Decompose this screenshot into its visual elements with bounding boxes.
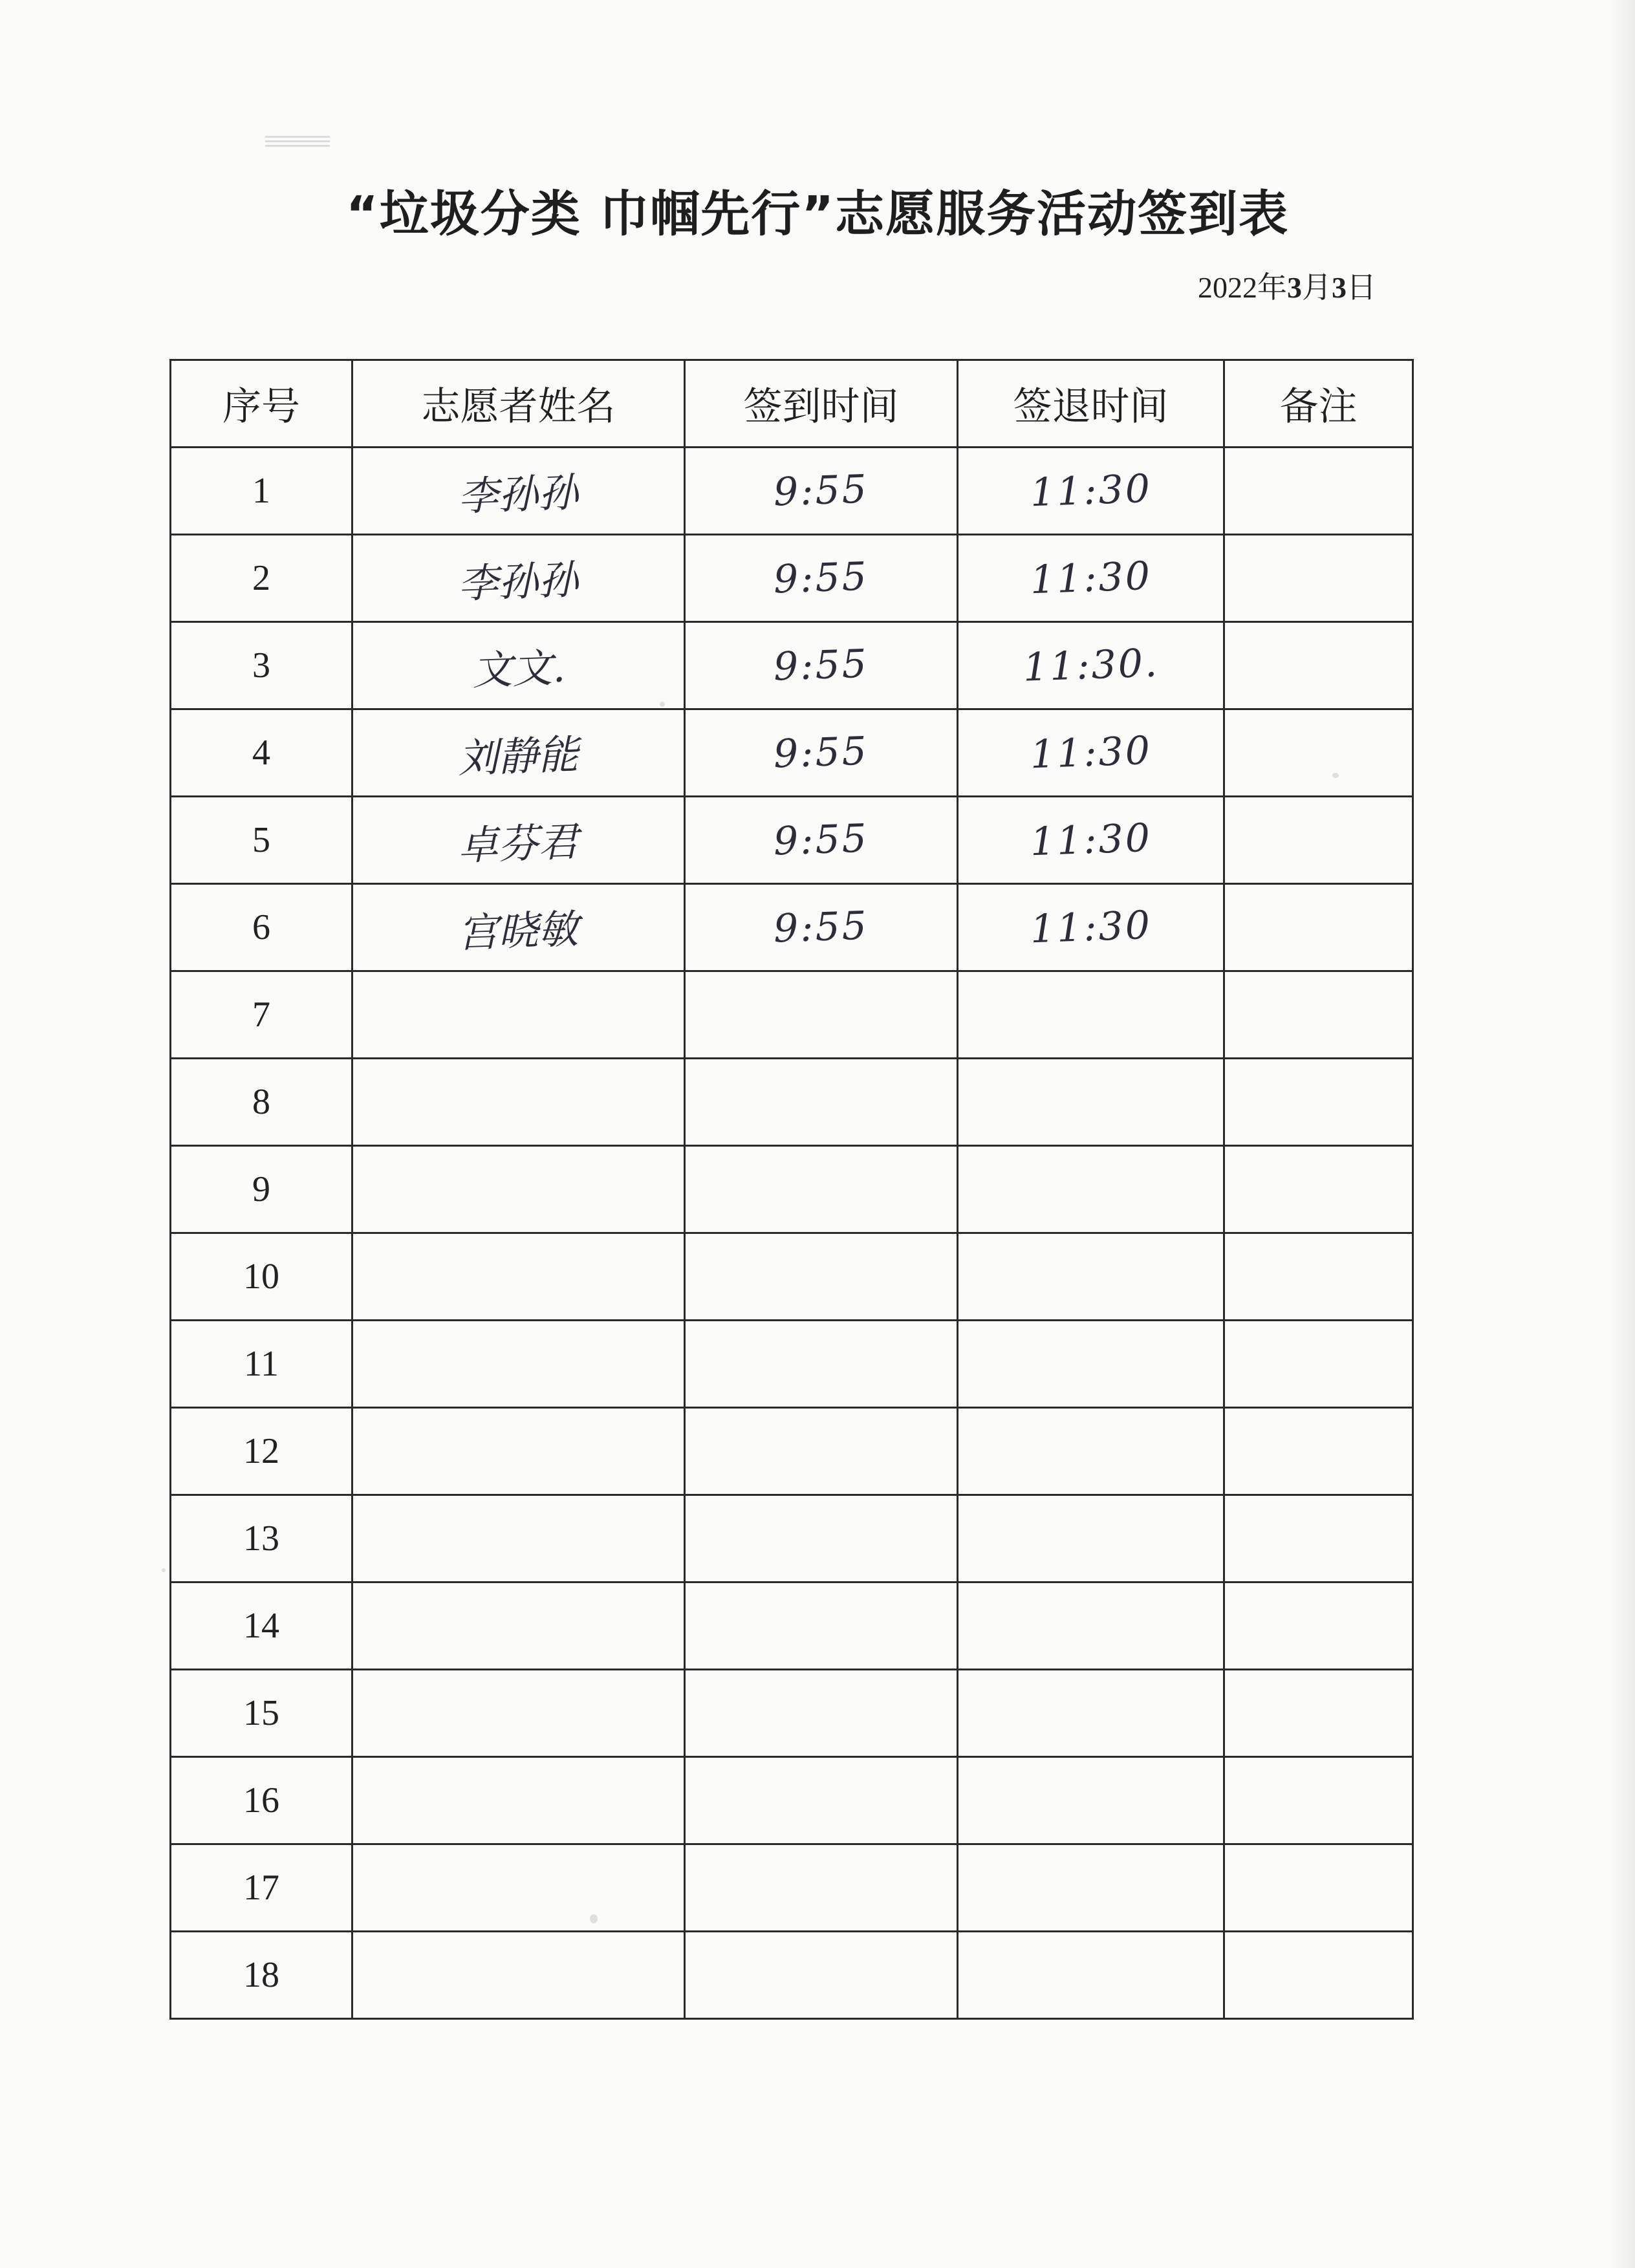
checkin-time-value-cell [685, 971, 958, 1059]
row-serial-number: 5 [252, 820, 270, 860]
checkin-time-value-cell [685, 1844, 958, 1932]
remarks-value-cell [1224, 971, 1413, 1059]
remarks-value-cell [1224, 448, 1413, 535]
checkin-time-value-cell [685, 709, 958, 797]
remarks-value-cell [1224, 884, 1413, 971]
table-row [171, 1495, 1413, 1582]
checkout-time-value-cell [958, 709, 1224, 797]
table-row [171, 1932, 1413, 2019]
scan-speck [1332, 773, 1339, 778]
remarks-value-cell [1224, 1582, 1413, 1670]
row-serial-number-cell [171, 1321, 352, 1408]
checkin-time-value: 9:55 [772, 903, 870, 952]
checkin-time-value-cell [685, 1321, 958, 1408]
checkin-time-value-cell [685, 448, 958, 535]
checkout-time-value-cell [958, 971, 1224, 1059]
row-serial-number-cell [171, 709, 352, 797]
scan-speck [162, 1568, 166, 1572]
row-serial-number: 10 [243, 1257, 279, 1297]
checkin-time-value-cell [685, 622, 958, 709]
table-row [171, 1757, 1413, 1844]
row-serial-number: 6 [252, 907, 270, 947]
row-serial-number-cell [171, 1757, 352, 1844]
table-row [171, 1670, 1413, 1757]
table-row [171, 1844, 1413, 1932]
volunteer-name-signature: 李孙孙 [457, 468, 579, 520]
table-row [171, 971, 1413, 1059]
volunteer-name-signature-cell [352, 797, 685, 884]
checkin-time-value-cell [685, 1582, 958, 1670]
checkin-time-value-cell [685, 1757, 958, 1844]
volunteer-name-signature-cell [352, 1146, 685, 1233]
row-serial-number-cell [171, 1582, 352, 1670]
row-serial-number-cell [171, 1670, 352, 1757]
checkout-time-value-cell [958, 797, 1224, 884]
table-row [171, 709, 1413, 797]
header-serial: 序号 [171, 360, 352, 448]
checkout-time-value-cell [958, 1757, 1224, 1844]
volunteer-name-signature-cell [352, 1233, 685, 1321]
checkout-time-value: 11:30 [1029, 553, 1153, 603]
volunteer-name-signature-cell [352, 1670, 685, 1757]
volunteer-name-signature: 刘静能 [457, 730, 579, 782]
table-row [171, 884, 1413, 971]
checkout-time-value-cell [958, 622, 1224, 709]
remarks-value-cell [1224, 622, 1413, 709]
checkin-time-value-cell [685, 1932, 958, 2019]
table-row [171, 448, 1413, 535]
checkin-time-value-cell [685, 1670, 958, 1757]
date-month-number: 3 [1287, 271, 1302, 304]
volunteer-name-signature-cell [352, 1757, 685, 1844]
row-serial-number-cell [171, 622, 352, 709]
checkout-time-value-cell [958, 1932, 1224, 2019]
remarks-value-cell [1224, 1408, 1413, 1495]
row-serial-number-cell [171, 971, 352, 1059]
row-serial-number: 14 [243, 1606, 279, 1646]
volunteer-name-signature-cell [352, 535, 685, 622]
table-row [171, 1582, 1413, 1670]
row-serial-number: 16 [243, 1780, 279, 1820]
header-checkin-time: 签到时间 [685, 360, 958, 448]
checkout-time-value: 11:30 [1029, 466, 1153, 516]
header-volunteer-name: 志愿者姓名 [352, 360, 685, 448]
checkin-time-value: 9:55 [772, 641, 870, 690]
row-serial-number: 1 [252, 471, 270, 511]
table-row [171, 797, 1413, 884]
remarks-value-cell [1224, 797, 1413, 884]
table-body [171, 448, 1413, 2019]
row-serial-number: 17 [243, 1868, 279, 1908]
table-header-row [171, 360, 1413, 448]
checkout-time-value: 11:30 [1029, 815, 1153, 865]
table-row [171, 535, 1413, 622]
checkout-time-value-cell [958, 1321, 1224, 1408]
scan-edge [1609, 0, 1635, 2268]
checkin-time-value: 9:55 [772, 815, 870, 865]
remarks-value-cell [1224, 1321, 1413, 1408]
row-serial-number: 2 [252, 558, 270, 598]
checkin-time-value-cell [685, 1146, 958, 1233]
row-serial-number: 12 [243, 1431, 279, 1471]
checkout-time-value-cell [958, 448, 1224, 535]
remarks-value-cell [1224, 1670, 1413, 1757]
checkout-time-value-cell [958, 535, 1224, 622]
volunteer-name-signature-cell [352, 622, 685, 709]
scan-speck [590, 1914, 598, 1923]
volunteer-name-signature-cell [352, 1582, 685, 1670]
checkout-time-value: 11:30 [1029, 728, 1153, 778]
remarks-value-cell [1224, 1932, 1413, 2019]
checkin-time-value: 9:55 [772, 554, 870, 603]
row-serial-number-cell [171, 1932, 352, 2019]
checkout-time-value: 11:30 [1029, 902, 1153, 953]
checkout-time-value-cell [958, 1059, 1224, 1146]
checkout-time-value-cell [958, 1844, 1224, 1932]
volunteer-name-signature: 李孙孙 [457, 556, 579, 607]
volunteer-name-signature-cell [352, 1844, 685, 1932]
row-serial-number-cell [171, 1844, 352, 1932]
remarks-value-cell [1224, 1757, 1413, 1844]
checkout-time-value-cell [958, 1146, 1224, 1233]
volunteer-name-signature: 卓芬君 [457, 817, 579, 869]
checkin-time-value-cell [685, 535, 958, 622]
row-serial-number-cell [171, 1408, 352, 1495]
date-day-number: 3 [1332, 271, 1347, 304]
scan-mark [265, 136, 330, 149]
volunteer-name-signature-cell [352, 1321, 685, 1408]
page-title: “垃圾分类 巾帼先行”志愿服务活动签到表 [345, 185, 1290, 243]
volunteer-name-signature-cell [352, 709, 685, 797]
remarks-value-cell [1224, 1495, 1413, 1582]
remarks-value-cell [1224, 1233, 1413, 1321]
row-serial-number-cell [171, 448, 352, 535]
remarks-value-cell [1224, 1844, 1413, 1932]
remarks-value-cell [1224, 1059, 1413, 1146]
table-row [171, 1233, 1413, 1321]
signin-table [169, 359, 1414, 2020]
checkout-time-value-cell [958, 1408, 1224, 1495]
table-row [171, 622, 1413, 709]
date-year: 2022年 [1198, 271, 1287, 304]
volunteer-name-signature-cell [352, 1495, 685, 1582]
volunteer-name-signature-cell [352, 971, 685, 1059]
checkin-time-value-cell [685, 1495, 958, 1582]
checkin-time-value: 9:55 [772, 728, 870, 777]
row-serial-number: 3 [252, 645, 270, 686]
row-serial-number: 13 [243, 1518, 279, 1559]
checkin-time-value-cell [685, 1059, 958, 1146]
row-serial-number-cell [171, 797, 352, 884]
date-month-char: 月 [1302, 271, 1332, 304]
row-serial-number-cell [171, 535, 352, 622]
volunteer-name-signature-cell [352, 884, 685, 971]
row-serial-number: 7 [252, 995, 270, 1035]
remarks-value-cell [1224, 535, 1413, 622]
checkin-time-value-cell [685, 1408, 958, 1495]
header-remarks: 备注 [1224, 360, 1413, 448]
scan-speck [660, 702, 665, 707]
table-row [171, 1321, 1413, 1408]
volunteer-name-signature-cell [352, 1408, 685, 1495]
checkout-time-value-cell [958, 1582, 1224, 1670]
header-checkout-time: 签退时间 [958, 360, 1224, 448]
remarks-value-cell [1224, 709, 1413, 797]
table-row [171, 1408, 1413, 1495]
row-serial-number-cell [171, 1146, 352, 1233]
checkout-time-value: 11:30. [1022, 640, 1160, 691]
form-date [1198, 264, 1376, 307]
row-serial-number-cell [171, 1233, 352, 1321]
row-serial-number-cell [171, 1495, 352, 1582]
checkin-time-value: 9:55 [772, 466, 870, 515]
table-row [171, 1059, 1413, 1146]
row-serial-number: 4 [252, 733, 270, 773]
volunteer-name-signature-cell [352, 1932, 685, 2019]
checkin-time-value-cell [685, 884, 958, 971]
row-serial-number: 15 [243, 1693, 279, 1733]
checkin-time-value-cell [685, 1233, 958, 1321]
row-serial-number-cell [171, 884, 352, 971]
checkin-time-value-cell [685, 797, 958, 884]
remarks-value-cell [1224, 1146, 1413, 1233]
checkout-time-value-cell [958, 1495, 1224, 1582]
checkout-time-value-cell [958, 1670, 1224, 1757]
row-serial-number: 11 [244, 1344, 279, 1384]
row-serial-number: 9 [252, 1169, 270, 1209]
row-serial-number: 8 [252, 1082, 270, 1122]
volunteer-name-signature-cell [352, 448, 685, 535]
date-day-char: 日 [1347, 271, 1376, 304]
volunteer-name-signature-cell [352, 1059, 685, 1146]
checkout-time-value-cell [958, 1233, 1224, 1321]
row-serial-number-cell [171, 1059, 352, 1146]
volunteer-name-signature: 文文. [471, 643, 566, 694]
table-row [171, 1146, 1413, 1233]
checkout-time-value-cell [958, 884, 1224, 971]
volunteer-name-signature: 宫晓敏 [457, 905, 579, 956]
row-serial-number: 18 [243, 1955, 279, 1995]
